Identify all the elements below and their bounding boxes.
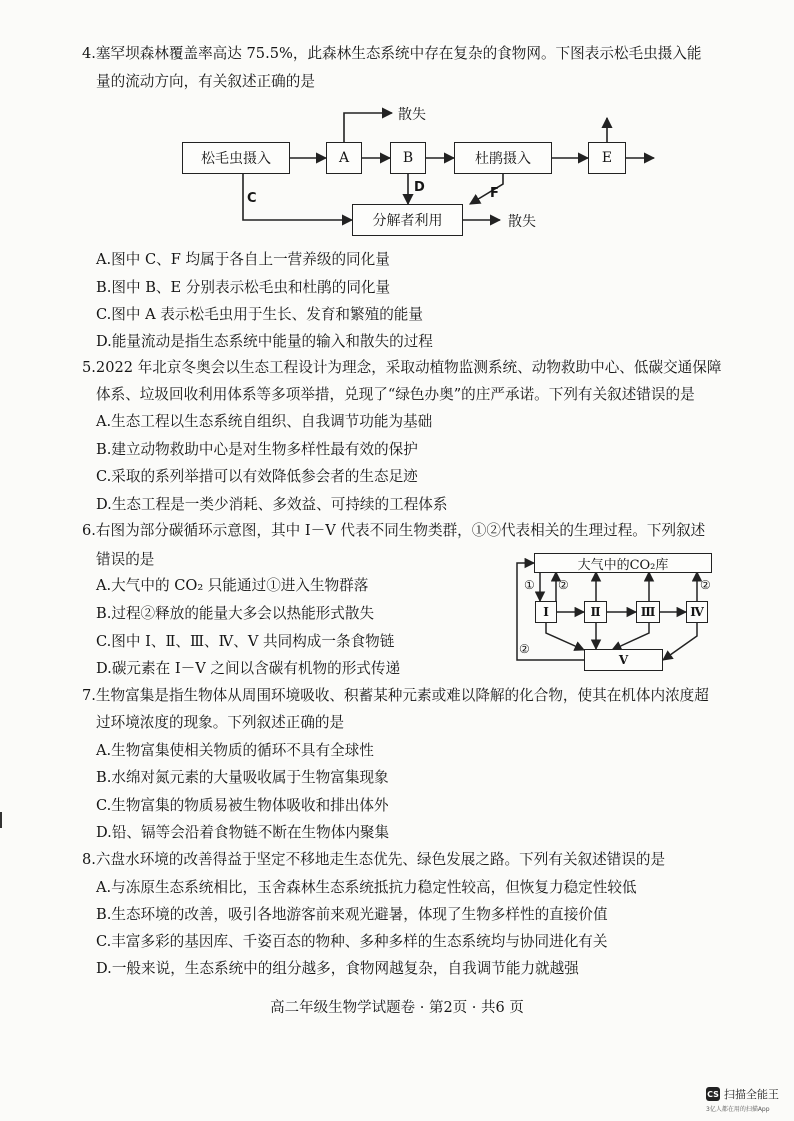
box-atmospheric-co2-pool: 大气中的CO₂库 (534, 553, 712, 573)
q6-stem-line1: 6.右图为部分碳循环示意图，其中 Ⅰ－Ⅴ 代表不同生物类群，①②代表相关的生理过程。下列叙述 (82, 522, 706, 539)
q8-stem-line1: 8.六盘水环境的改善得益于坚定不移地走生态优先、绿色发展之路。下列有关叙述错误的是 (82, 851, 666, 868)
q6-option-d: D.碳元素在 Ⅰ－Ⅴ 之间以含碳有机物的形式传递 (96, 660, 401, 677)
box-group-5: Ⅴ (584, 649, 663, 671)
q5-stem-line1: 5.2022 年北京冬奥会以生态工程设计为理念，采取动植物监测系统、动物救助中心、低碳交通保障 (82, 359, 722, 376)
q7-option-d: D.铅、镉等会沿着食物链不断在生物体内聚集 (96, 824, 390, 841)
q4-stem-line1: 4.塞罕坝森林覆盖率高达 75.5%，此森林生态系统中存在复杂的食物网。下图表示松毛虫摄入能 (82, 45, 702, 62)
box-b: B (390, 142, 426, 174)
q4-stem-line2: 量的流动方向，有关叙述正确的是 (96, 73, 315, 90)
q4-option-a: A.图中 C、F 均属于各自上一营养级的同化量 (96, 251, 390, 268)
box-group-3: Ⅲ (636, 601, 660, 623)
label-process-2-c: ② (519, 642, 530, 656)
q7-option-b: B.水绵对氮元素的大量吸收属于生物富集现象 (96, 769, 389, 786)
q8-option-d: D.一般来说，生态系统中的组分越多，食物网越复杂，自我调节能力就越强 (96, 960, 579, 977)
label-dissipation-top: 散失 (398, 107, 426, 123)
scan-edge-mark (0, 812, 8, 828)
box-e: E (588, 142, 626, 174)
q6-option-b: B.过程②释放的能量大多会以热能形式散失 (96, 605, 375, 622)
label-process-2-a: ② (558, 578, 569, 592)
q6-stem-line2: 错误的是 (96, 551, 155, 568)
q7-option-c: C.生物富集的物质易被生物体吸收和排出体外 (96, 797, 389, 814)
page-footer: 高二年级生物学试题卷 · 第2页 · 共6 页 (270, 1000, 524, 1016)
box-songmaochong-intake: 松毛虫摄入 (182, 142, 290, 174)
q7-option-a: A.生物富集使相关物质的循环不具有全球性 (96, 742, 374, 759)
q4-option-b: B.图中 B、E 分别表示松毛虫和杜鹃的同化量 (96, 279, 391, 296)
box-a: A (326, 142, 362, 174)
watermark-brand: 扫描全能王 (724, 1088, 779, 1101)
watermark-tagline: 3亿人都在用的扫描App (706, 1106, 770, 1113)
q4-option-d: D.能量流动是指生态系统中能量的输入和散失的过程 (96, 333, 433, 350)
box-dujuan-intake: 杜鹃摄入 (454, 142, 552, 174)
q7-stem-line1: 7.生物富集是指生物体从周围环境吸收、积蓄某种元素或难以降解的化合物，使其在机体内浓度超 (82, 687, 709, 704)
q5-stem-line2: 体系、垃圾回收利用体系等多项举措，兑现了“绿色办奥”的庄严承诺。下列有关叙述错误的是 (96, 386, 695, 403)
label-c: C (247, 191, 257, 206)
q6-option-a: A.大气中的 CO₂ 只能通过①进入生物群落 (96, 577, 369, 594)
q8-option-c: C.丰富多彩的基因库、千姿百态的物种、多种多样的生态系统均与协同进化有关 (96, 933, 608, 950)
box-decomposer: 分解者利用 (352, 204, 463, 236)
label-d: D (414, 180, 425, 195)
q6-option-c: C.图中 Ⅰ、Ⅱ、Ⅲ、Ⅳ、Ⅴ 共同构成一条食物链 (96, 633, 395, 650)
box-group-1: Ⅰ (535, 601, 557, 623)
q8-option-b: B.生态环境的改善，吸引各地游客前来观光避暑，体现了生物多样性的直接价值 (96, 906, 608, 923)
box-group-2: Ⅱ (584, 601, 607, 623)
q4-option-c: C.图中 A 表示松毛虫用于生长、发育和繁殖的能量 (96, 306, 423, 323)
q8-option-a: A.与冻原生态系统相比，玉舍森林生态系统抵抗力稳定性较高，但恢复力稳定性较低 (96, 879, 637, 896)
q5-option-b: B.建立动物救助中心是对生物多样性最有效的保护 (96, 441, 418, 458)
label-process-1: ① (524, 578, 535, 592)
q5-option-d: D.生态工程是一类少消耗、多效益、可持续的工程体系 (96, 496, 448, 513)
label-process-2-b: ② (700, 578, 711, 592)
box-group-4: Ⅳ (686, 601, 708, 623)
q7-stem-line2: 过环境浓度的现象。下列叙述正确的是 (96, 714, 345, 731)
label-f: F (490, 186, 499, 201)
q5-option-c: C.采取的系列举措可以有效降低参会者的生态足迹 (96, 468, 418, 485)
q5-option-a: A.生态工程以生态系统自组织、自我调节功能为基础 (96, 413, 433, 430)
camscanner-logo-icon: CS (706, 1087, 720, 1101)
label-dissipation-right: 散失 (508, 214, 536, 230)
